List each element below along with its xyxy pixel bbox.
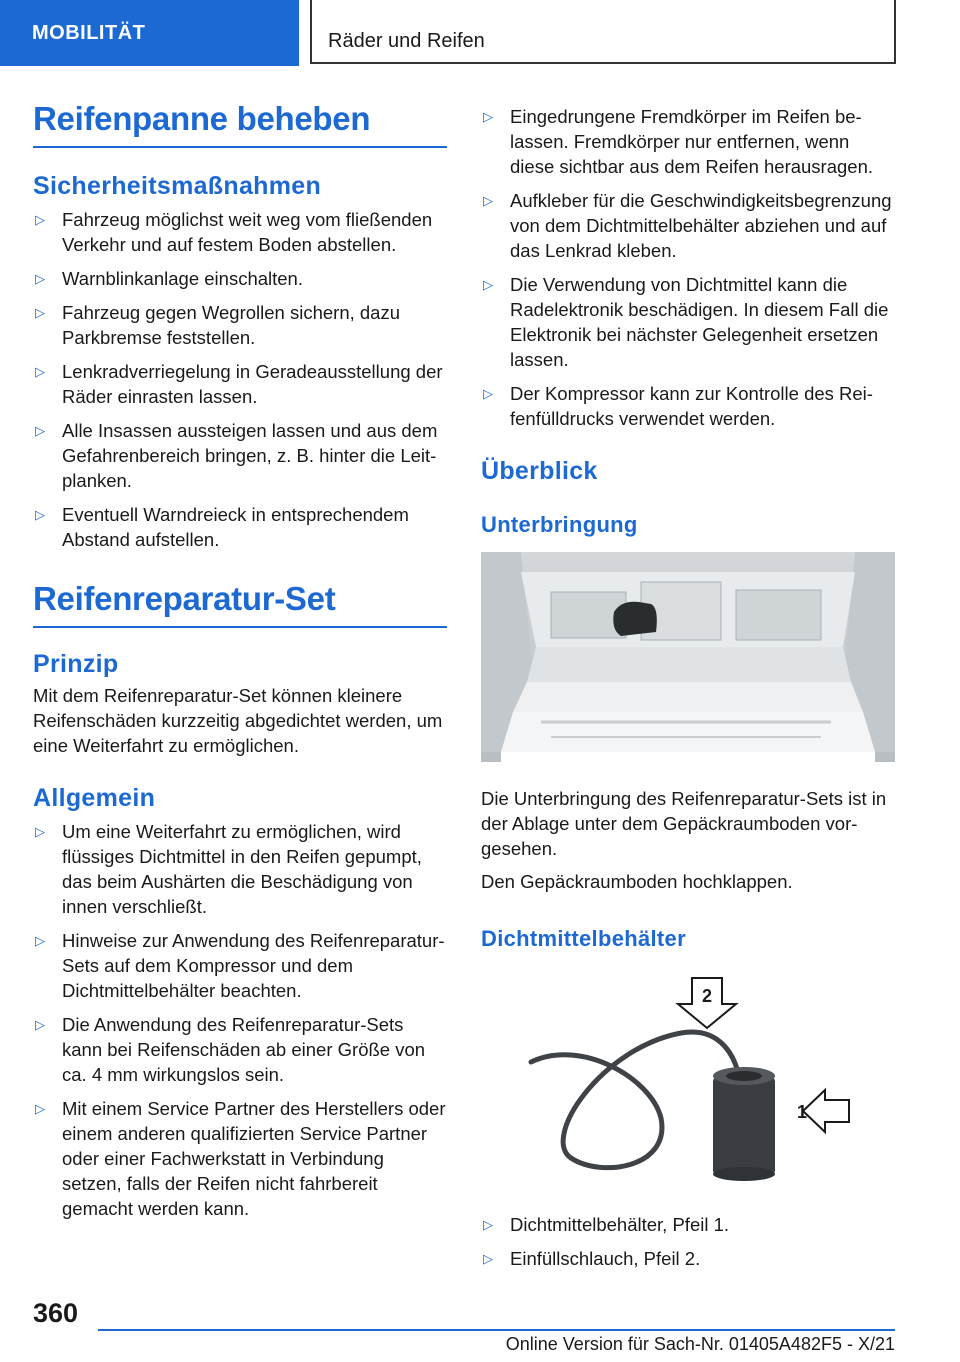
list-item: ▷ Dichtmittelbehälter, Pfeil 1. bbox=[483, 1214, 730, 1235]
left-column bbox=[33, 100, 447, 1230]
page-header bbox=[0, 0, 960, 66]
container-legend-list bbox=[481, 1212, 897, 1271]
triangle-bullet-icon: ▷ bbox=[35, 305, 45, 320]
trunk-storage-image bbox=[481, 552, 895, 762]
triangle-bullet-icon: ▷ bbox=[35, 1017, 45, 1032]
heading-principle: Prinzip bbox=[33, 650, 119, 678]
list-item: ▷ Aufkleber für die Geschwindigkeitsbegrenzung von dem Dichtmittelbehälter abziehen und auf das Lenkrad kleben. bbox=[483, 190, 892, 261]
list-item: ▷ Alle Insassen aussteigen lassen und aus dem Gefahrenbereich bringen, z. B. hinter die Leitplanken. bbox=[35, 420, 438, 491]
general-list bbox=[33, 819, 447, 1221]
heading-safety-measures: Sicherheitsmaßnahmen bbox=[33, 172, 322, 200]
right-column bbox=[481, 100, 897, 1280]
sealant-container-image bbox=[481, 968, 895, 1198]
repair-notes-list bbox=[481, 104, 897, 431]
list-item: ▷ Eventuell Warndreieck in entsprechendem Abstand aufstellen. bbox=[35, 504, 409, 550]
page-number: 360 bbox=[33, 1298, 79, 1328]
list-item: ▷ Fahrzeug möglichst weit weg vom fließenden Verkehr und auf festem Boden abstellen. bbox=[35, 209, 433, 255]
triangle-bullet-icon: ▷ bbox=[483, 193, 493, 208]
triangle-bullet-icon: ▷ bbox=[35, 933, 45, 948]
arrow-2-icon bbox=[678, 978, 736, 1028]
triangle-bullet-icon: ▷ bbox=[35, 507, 45, 522]
triangle-bullet-icon: ▷ bbox=[483, 386, 493, 401]
list-item: ▷ Die Verwendung von Dichtmittel kann die Radelektronik beschädigen. In diesem Fall die Elektronik bei nächster Gelegenheit ersetzen lassen. bbox=[483, 274, 889, 370]
heading-storage: Unterbringung bbox=[481, 512, 638, 537]
triangle-bullet-icon: ▷ bbox=[483, 1217, 493, 1232]
triangle-bullet-icon: ▷ bbox=[483, 109, 493, 124]
list-item: ▷ Die Anwendung des Reifenreparatur-Sets kann bei Reifenschäden ab einer Größe von ca. 4 mm wirkungslos sein. bbox=[35, 1014, 426, 1085]
section-tab[interactable]: MOBILITÄT bbox=[0, 0, 299, 66]
list-item: ▷ Eingedrungene Fremdkörper im Reifen belassen. Fremdkörper nur entfernen, wenn diese sichtbar aus dem Reifen herausragen. bbox=[483, 106, 874, 177]
heading-repair-kit: Reifenreparatur-Set bbox=[33, 580, 447, 628]
chapter-title: Räder und Reifen bbox=[310, 0, 896, 64]
heading-tire-puncture: Reifenpanne beheben bbox=[33, 100, 447, 148]
list-item: ▷ Lenkradverriegelung in Geradeausstellung der Räder einrasten lassen. bbox=[35, 361, 443, 407]
heading-general: Allgemein bbox=[33, 784, 156, 812]
list-item: ▷ Mit einem Service Partner des Herstellers oder einem anderen qualifizierten Service Partner oder einer Fachwerkstatt in Verbindung setzen, falls der Reifen nicht fahrbereit gemacht werden kann. bbox=[35, 1098, 446, 1219]
list-item: ▷ Warnblinkanlage einschalten. bbox=[35, 268, 303, 289]
list-item: ▷ Um eine Weiterfahrt zu ermöglichen, wird flüssiges Dichtmittel in den Reifen gepumpt, das beim Aushärten die Beschädigung von innen verschließt. bbox=[35, 821, 422, 917]
list-item: ▷ Der Kompressor kann zur Kontrolle des Reifenfülldrucks verwendet werden. bbox=[483, 383, 873, 429]
list-item: ▷ Hinweise zur Anwendung des Reifenreparatur-Sets auf dem Kompressor und dem Dichtmittelbehälter beachten. bbox=[35, 930, 445, 1001]
trunk-illustration bbox=[481, 552, 895, 762]
triangle-bullet-icon: ▷ bbox=[35, 824, 45, 839]
sealant-illustration bbox=[481, 968, 895, 1198]
footer-divider bbox=[98, 1329, 895, 1331]
list-item: ▷ Einfüllschlauch, Pfeil 2. bbox=[483, 1248, 701, 1269]
footer-version-text: Online Version für Sach-Nr. 01405A482F5 - X/21 bbox=[505, 1334, 895, 1354]
heading-sealant-container: Dichtmittelbehälter bbox=[481, 926, 686, 951]
arrow-1-icon bbox=[797, 1090, 849, 1132]
triangle-bullet-icon: ▷ bbox=[35, 212, 45, 227]
storage-instruction: Den Gepäckraumboden hochklappen. bbox=[481, 871, 793, 892]
heading-overview: Überblick bbox=[481, 457, 598, 485]
list-item: ▷ Fahrzeug gegen Wegrollen sichern, dazu Parkbremse feststellen. bbox=[35, 302, 401, 348]
triangle-bullet-icon: ▷ bbox=[35, 271, 45, 286]
safety-list bbox=[33, 207, 447, 552]
arrow-1-label: 1 bbox=[796, 1102, 808, 1122]
triangle-bullet-icon: ▷ bbox=[35, 1101, 45, 1116]
triangle-bullet-icon: ▷ bbox=[35, 364, 45, 379]
principle-text: Mit dem Reifenreparatur-Set können kleinere Reifenschäden kurzzeitig abgedichtet werden, um eine Weiterfahrt zu ermöglichen. bbox=[33, 685, 443, 756]
triangle-bullet-icon: ▷ bbox=[35, 423, 45, 438]
triangle-bullet-icon: ▷ bbox=[483, 277, 493, 292]
triangle-bullet-icon: ▷ bbox=[483, 1251, 493, 1266]
storage-text: Die Unterbringung des Reifenreparatur-Sets ist in der Ablage unter dem Gepäckraumboden vorgesehen. bbox=[481, 788, 887, 859]
arrow-2-label: 2 bbox=[701, 986, 713, 1006]
